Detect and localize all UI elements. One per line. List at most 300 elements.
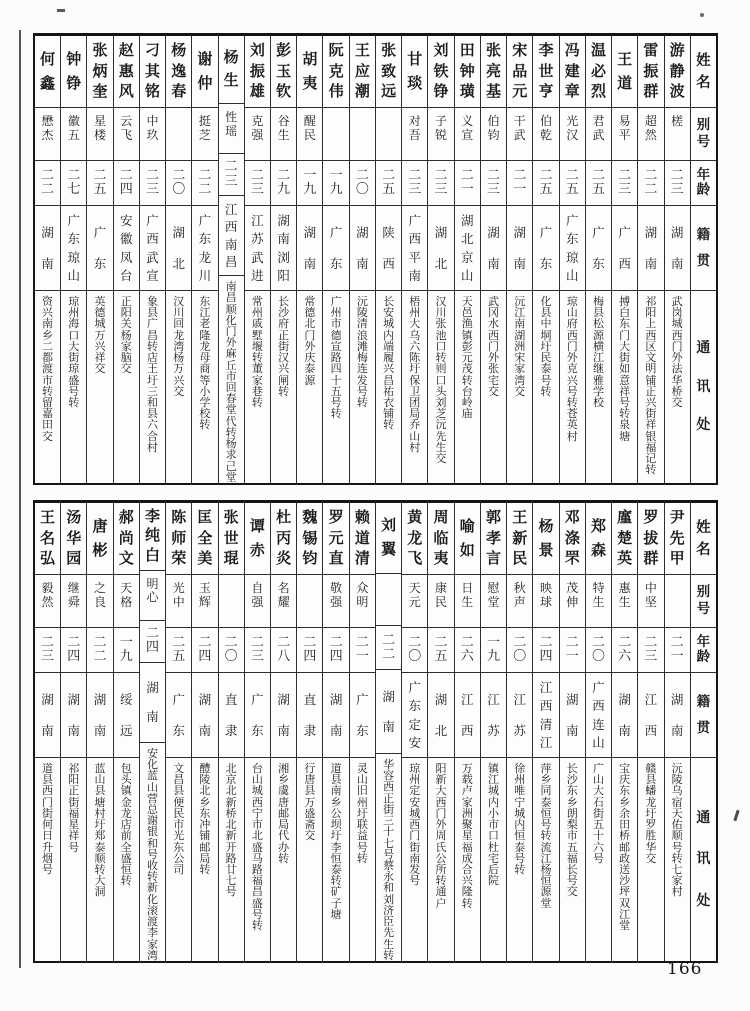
glyph: 乌 — [671, 784, 683, 798]
glyph: 山 — [67, 267, 81, 283]
entry-age — [87, 628, 112, 673]
glyph: 处 — [696, 417, 711, 434]
glyph: 南 — [330, 784, 342, 798]
entry-origin — [481, 673, 506, 758]
glyph: 横 — [592, 339, 604, 353]
entry-origin — [87, 206, 112, 291]
glyph: 城 — [251, 784, 263, 798]
glyph: 七 — [671, 862, 683, 876]
glyph: 刘 — [383, 892, 395, 906]
glyph: 二 — [224, 159, 238, 175]
glyph: 转 — [94, 862, 106, 876]
glyph: 号 — [540, 818, 552, 832]
glyph: 周 — [433, 507, 449, 526]
glyph: 商 — [199, 362, 211, 376]
glyph: 开 — [225, 840, 237, 854]
entry-origin — [35, 673, 60, 758]
entry-address — [455, 291, 480, 483]
glyph: 贯 — [696, 252, 711, 269]
glyph: 烟 — [42, 851, 54, 865]
glyph: 市 — [225, 369, 237, 383]
glyph: 山 — [565, 267, 579, 283]
glyph: 宣 — [330, 339, 342, 353]
glyph: 二 — [539, 634, 553, 650]
glyph: 心 — [146, 590, 159, 605]
glyph: 学 — [592, 384, 604, 398]
glyph: 吾 — [408, 127, 421, 142]
glyph: 广 — [67, 213, 81, 229]
entry-origin — [402, 673, 427, 758]
glyph: 北 — [461, 231, 474, 247]
entry-age — [35, 161, 60, 206]
glyph: 彭 — [461, 339, 473, 353]
glyph: 城 — [409, 806, 421, 820]
glyph: 赤 — [249, 540, 265, 559]
glyph: 沅 — [671, 762, 683, 775]
entry-age — [507, 161, 532, 206]
glyph: 大 — [435, 784, 447, 798]
glyph: 市 — [566, 829, 578, 843]
glyph: 堂 — [487, 594, 500, 609]
glyph: 代 — [225, 414, 237, 428]
entry-address — [166, 758, 191, 961]
glyph: 惠 — [618, 581, 631, 595]
glyph: 毅 — [41, 581, 54, 595]
glyph: 二 — [382, 167, 396, 183]
glyph: 陈 — [409, 351, 421, 365]
glyph: 东 — [199, 806, 211, 820]
glyph: 三 — [145, 182, 159, 197]
glyph: 湖 — [565, 692, 579, 708]
glyph: 之 — [93, 581, 106, 595]
glyph: 西 — [408, 231, 422, 247]
glyph: 十 — [330, 373, 342, 387]
entry-address — [297, 758, 322, 961]
entry-alias — [192, 108, 217, 161]
glyph: 刘 — [381, 516, 397, 535]
glyph: 谢 — [146, 814, 158, 828]
glyph: 福 — [566, 851, 578, 865]
glyph: 灵 — [356, 762, 368, 775]
entry-origin — [428, 673, 453, 758]
glyph: 李 — [144, 506, 160, 525]
directory-entry-column — [585, 36, 611, 483]
glyph: 江 — [251, 213, 264, 229]
entry-origin — [271, 673, 296, 758]
entry-alias — [219, 104, 244, 154]
glyph: 南 — [277, 231, 290, 247]
glyph: 十 — [592, 829, 604, 843]
glyph: 生 — [277, 127, 290, 142]
entry-alias — [245, 108, 270, 161]
directory-entry-column — [244, 36, 270, 483]
glyph: 圩 — [146, 373, 158, 387]
glyph: 松 — [592, 317, 604, 331]
glyph: 元 — [408, 594, 421, 609]
glyph: 张 — [488, 362, 499, 376]
entry-name — [61, 36, 86, 108]
glyph: 号 — [68, 840, 80, 854]
glyph: 江 — [199, 306, 211, 320]
entry-origin — [297, 206, 322, 291]
glyph: 武 — [592, 127, 605, 142]
glyph: 宣 — [461, 127, 474, 142]
glyph: 郑 — [590, 516, 606, 535]
glyph: 生 — [461, 594, 474, 609]
entry-address — [638, 758, 663, 961]
glyph: 台 — [461, 384, 473, 398]
entry-address — [61, 758, 86, 961]
glyph: 武 — [671, 295, 683, 308]
glyph: 营 — [146, 791, 158, 805]
glyph: 烈 — [590, 82, 606, 101]
entry-name — [323, 503, 348, 575]
glyph: 东 — [67, 231, 81, 247]
glyph: 门 — [225, 324, 237, 338]
glyph: 州 — [251, 306, 263, 320]
glyph: 二 — [41, 167, 55, 183]
glyph: 如 — [619, 362, 631, 376]
glyph: 龙 — [407, 528, 423, 547]
glyph: 院 — [488, 874, 499, 888]
glyph: 湖 — [670, 692, 684, 708]
glyph: 乔 — [409, 418, 421, 432]
directory-entry-column — [664, 36, 690, 483]
glyph: 胡 — [302, 49, 318, 68]
glyph: 德 — [330, 328, 342, 342]
glyph: 芝 — [198, 127, 211, 142]
glyph: 瑶 — [225, 124, 238, 138]
directory-entry-column — [60, 36, 86, 483]
glyph: 化 — [146, 892, 158, 906]
glyph: 川 — [435, 306, 447, 320]
glyph: 连 — [356, 362, 368, 376]
glyph: 拔 — [643, 528, 659, 547]
glyph: 渡 — [146, 915, 158, 929]
glyph: 京 — [461, 249, 474, 265]
entry-age — [271, 161, 296, 206]
glyph: 道 — [42, 762, 54, 775]
glyph: 康 — [435, 581, 448, 595]
directory-entry-column — [611, 36, 637, 483]
entry-address — [665, 758, 690, 961]
entry-alias — [612, 108, 637, 161]
glyph: 湖 — [618, 692, 631, 708]
glyph: 超 — [644, 114, 657, 128]
glyph: 慰 — [487, 581, 500, 595]
glyph: 所 — [435, 862, 447, 876]
entry-origin — [114, 673, 139, 758]
glyph: 转 — [330, 407, 342, 421]
glyph: 武 — [513, 127, 526, 142]
glyph: 郭 — [486, 507, 502, 526]
glyph: 户 — [435, 896, 447, 910]
glyph: 东 — [619, 784, 631, 798]
glyph: 南 — [670, 722, 684, 738]
glyph: 杜 — [488, 840, 499, 854]
glyph: 坚 — [644, 594, 657, 609]
glyph: 群 — [643, 549, 659, 568]
glyph: 盛 — [120, 851, 132, 865]
entry-alias — [350, 575, 375, 628]
entry-alias — [376, 574, 401, 626]
glyph: 汉 — [435, 295, 447, 308]
glyph: 湖 — [67, 692, 81, 708]
glyph: 宣 — [146, 267, 159, 283]
entry-name — [114, 503, 139, 575]
glyph: 广 — [592, 225, 605, 241]
glyph: 镇 — [120, 784, 132, 798]
directory-entry-column — [532, 36, 558, 483]
glyph: 城 — [94, 317, 106, 331]
glyph: 南 — [382, 719, 395, 735]
glyph: 村 — [94, 806, 106, 820]
glyph: 广 — [592, 762, 604, 775]
entry-alias — [219, 575, 244, 628]
glyph: 世 — [538, 61, 554, 80]
glyph: 西 — [383, 780, 395, 794]
entry-alias — [428, 575, 453, 628]
glyph: 嘉 — [42, 407, 54, 421]
glyph: 二 — [408, 167, 422, 183]
glyph: 钦 — [276, 82, 292, 101]
glyph: 东 — [199, 295, 211, 308]
glyph: 名 — [277, 581, 290, 595]
directory-table-top — [33, 33, 718, 485]
glyph: 广 — [146, 213, 159, 229]
glyph: 宅 — [488, 851, 499, 865]
glyph: 口 — [435, 339, 447, 353]
glyph: 垌 — [540, 328, 552, 342]
glyph: 前 — [120, 829, 132, 843]
glyph: 转 — [225, 425, 237, 439]
glyph: 西 — [644, 722, 658, 738]
glyph: 宁 — [514, 795, 526, 809]
entry-age — [350, 628, 375, 673]
entry-origin — [533, 206, 558, 291]
glyph: 江 — [619, 907, 631, 921]
glyph: 联 — [356, 818, 368, 832]
entry-origin — [507, 673, 532, 758]
glyph: 州 — [409, 773, 421, 787]
entry-address — [350, 758, 375, 961]
glyph: 号 — [696, 601, 711, 617]
entry-alias — [166, 108, 191, 161]
glyph: 交 — [671, 395, 683, 409]
glyph: 法 — [671, 362, 683, 376]
glyph: 交 — [514, 384, 526, 398]
glyph: 济 — [383, 903, 395, 917]
entry-name — [350, 503, 375, 575]
glyph: 必 — [590, 61, 606, 80]
glyph: 星 — [93, 114, 106, 128]
glyph: 敬 — [330, 581, 343, 595]
glyph: 等 — [199, 373, 211, 387]
glyph: 政 — [619, 851, 631, 865]
glyph: 矿 — [330, 885, 342, 899]
glyph: 西 — [409, 818, 421, 832]
glyph: 日 — [461, 581, 474, 595]
glyph: 长 — [383, 295, 395, 308]
glyph: 通 — [435, 885, 447, 899]
entry-name — [376, 503, 401, 574]
glyph: 风 — [118, 82, 134, 101]
glyph: 象 — [146, 295, 158, 308]
glyph: 刘 — [433, 40, 449, 59]
glyph: 云 — [120, 114, 133, 128]
entry-address — [376, 754, 401, 961]
directory-entry-column — [139, 503, 165, 961]
entry-alias — [402, 108, 427, 161]
glyph: 湖 — [514, 328, 526, 342]
glyph: 龙 — [173, 328, 185, 342]
glyph: 北 — [251, 829, 263, 843]
glyph: 华 — [671, 373, 683, 387]
glyph: 马 — [251, 851, 263, 865]
glyph: 〇 — [591, 649, 605, 664]
glyph: 湖 — [146, 680, 159, 696]
entry-name — [402, 503, 427, 575]
entry-origin — [665, 206, 690, 291]
entry-origin — [402, 206, 427, 291]
entry-name — [166, 503, 191, 575]
glyph: 号 — [356, 840, 368, 854]
glyph: 化 — [146, 758, 158, 772]
glyph: 滚 — [146, 903, 158, 917]
glyph: 七 — [383, 836, 395, 850]
glyph: 十 — [383, 825, 395, 839]
glyph: 钧 — [487, 127, 500, 142]
entry-age — [219, 154, 244, 196]
glyph: 沅 — [514, 295, 526, 308]
glyph: 廿 — [225, 862, 237, 876]
directory-entry-column — [375, 36, 401, 483]
glyph: 中 — [146, 114, 159, 128]
glyph: 交 — [645, 851, 657, 865]
glyph: 对 — [408, 114, 421, 128]
glyph: 江 — [644, 692, 658, 708]
glyph: 常 — [251, 295, 263, 308]
glyph: 意 — [619, 373, 631, 387]
glyph: 家 — [251, 373, 263, 387]
entry-age — [455, 161, 480, 206]
glyph: 源 — [592, 328, 604, 342]
glyph: 洲 — [461, 806, 473, 820]
glyph: 光 — [172, 581, 185, 595]
entry-address — [612, 758, 637, 961]
glyph: 南 — [329, 722, 343, 738]
entry-age — [297, 161, 322, 206]
entry-name — [428, 503, 453, 575]
entry-address — [245, 291, 270, 483]
glyph: 匡 — [197, 507, 213, 526]
glyph: 远 — [381, 82, 397, 101]
glyph: 清 — [539, 716, 553, 732]
entry-name — [507, 36, 532, 108]
glyph: 南 — [514, 317, 526, 331]
glyph: 恒 — [514, 829, 526, 843]
glyph: 圩 — [330, 829, 342, 843]
entry-age — [219, 628, 244, 673]
glyph: 萍 — [540, 762, 552, 775]
entry-age — [428, 628, 453, 673]
directory-entry-column — [375, 503, 401, 961]
glyph: 西 — [146, 231, 159, 247]
directory-entry-column — [559, 36, 585, 483]
glyph: 克 — [251, 114, 264, 128]
glyph: 湾 — [173, 339, 185, 353]
glyph: 五 — [330, 384, 342, 398]
entry-address — [61, 291, 86, 483]
glyph: 继 — [592, 362, 604, 376]
glyph: 特 — [592, 581, 605, 595]
glyph: 伯 — [487, 114, 500, 128]
glyph: 中 — [172, 594, 185, 609]
glyph: 东 — [173, 840, 185, 854]
glyph: 送 — [619, 862, 631, 876]
glyph: 二 — [250, 634, 264, 650]
glyph: 祥 — [619, 384, 631, 398]
glyph: 安 — [409, 795, 421, 809]
directory-entry-column — [322, 503, 348, 961]
glyph: 新 — [225, 829, 237, 843]
glyph: 转 — [120, 874, 132, 888]
glyph: 亮 — [486, 61, 502, 80]
glyph: 四 — [145, 640, 159, 656]
glyph: 转 — [199, 862, 211, 876]
glyph: 号 — [356, 384, 368, 398]
glyph: 白 — [144, 546, 160, 565]
glyph: 北 — [172, 255, 185, 271]
directory-entry-column — [191, 503, 217, 961]
glyph: 安 — [146, 746, 158, 760]
directory-entry-column — [637, 36, 663, 483]
entry-name — [192, 503, 217, 575]
glyph: 西 — [539, 698, 553, 714]
glyph: 邮 — [199, 840, 211, 854]
glyph: 直 — [303, 692, 317, 708]
glyph: 发 — [356, 373, 368, 387]
glyph: 武 — [251, 249, 264, 265]
glyph: 内 — [514, 818, 526, 832]
glyph: 圩 — [645, 806, 657, 820]
entry-address — [402, 291, 427, 483]
glyph: 直 — [224, 692, 238, 708]
glyph: 君 — [592, 114, 605, 128]
glyph: 一 — [670, 649, 684, 664]
entry-alias — [560, 575, 585, 628]
glyph: 号 — [540, 373, 552, 387]
directory-entry-column — [270, 36, 296, 483]
glyph: 交 — [566, 885, 578, 899]
glyph: 三 — [670, 182, 684, 197]
entry-alias — [665, 108, 690, 161]
entry-address — [166, 291, 191, 483]
page-number: 166 — [667, 959, 703, 979]
glyph: 万 — [173, 362, 185, 376]
glyph: 北 — [225, 784, 237, 798]
glyph: 克 — [566, 362, 578, 376]
entry-alias — [428, 108, 453, 161]
glyph: 街 — [68, 351, 80, 365]
glyph: 梅 — [356, 351, 368, 365]
glyph: 西 — [488, 328, 499, 342]
scan-speck-artifact — [57, 9, 65, 12]
glyph: 山 — [566, 306, 578, 320]
glyph: 外 — [488, 351, 499, 365]
glyph: 星 — [68, 818, 80, 832]
glyph: 转 — [566, 395, 578, 409]
